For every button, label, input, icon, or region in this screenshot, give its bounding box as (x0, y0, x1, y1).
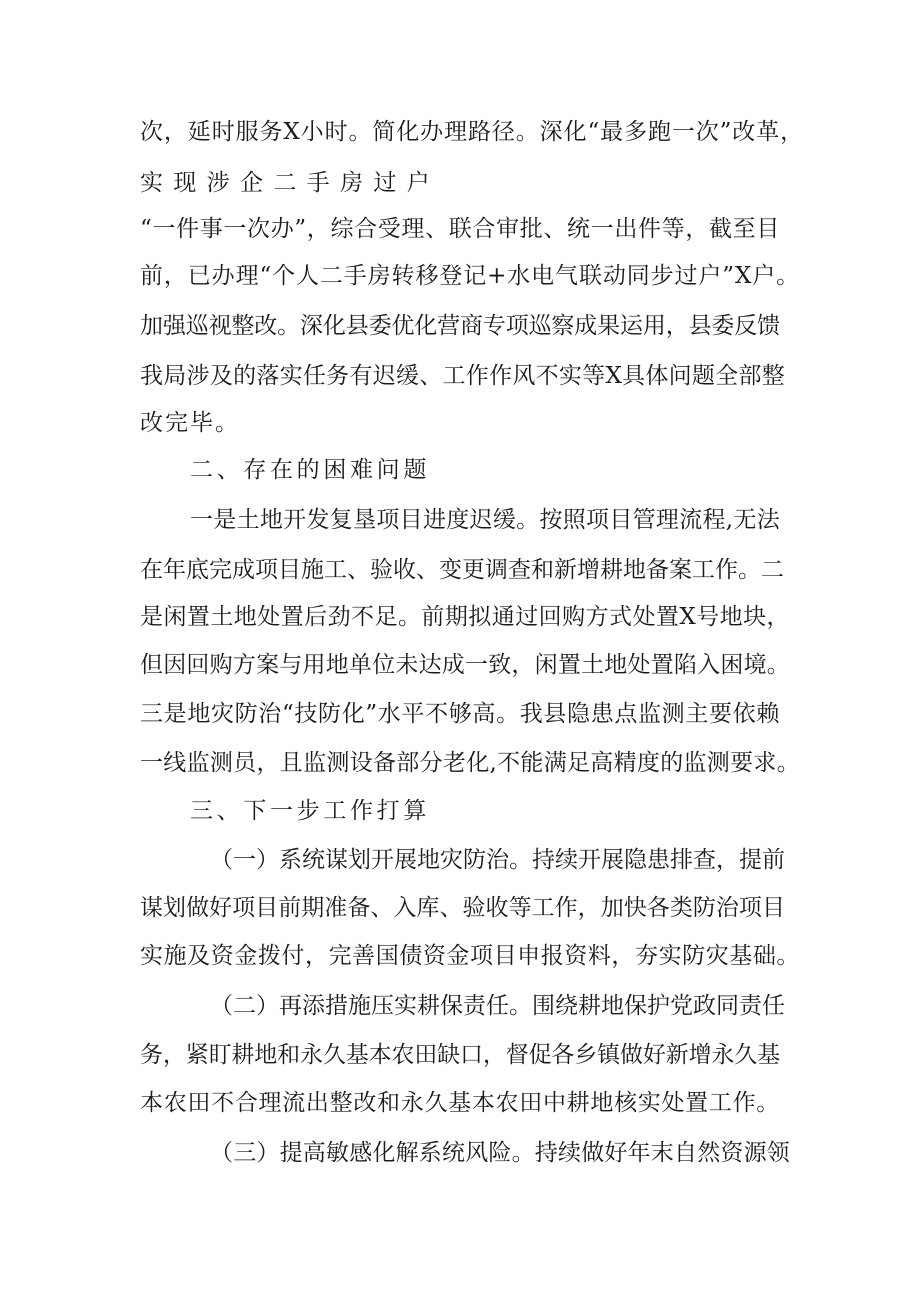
paragraph-line-16: （一）系统谋划开展地灾防治。持续开展隐患排查，提前 (210, 847, 785, 873)
paragraph-line-6: 我局涉及的落实任务有迟缓、工作作风不实等X具体问题全部整 (140, 363, 785, 389)
paragraph-line-7: 改完毕。 (140, 410, 240, 436)
paragraph-line-5: 加强巡视整改。深化县委优化营商专项巡察成果运用，县委反馈 (140, 313, 781, 339)
paragraph-line-20: 务，紧盯耕地和永久基本农田缺口，督促各乡镇做好新增永久基 (140, 1042, 781, 1068)
paragraph-line-22: （三）提高敏感化解系统风险。持续做好年末自然资源领 (210, 1140, 790, 1166)
paragraph-line-12: 但因回购方案与用地单位未达成一致，闲置土地处置陷入困境。 (140, 652, 790, 678)
paragraph-line-14: 一线监测员，且监测设备部分老化,不能满足高精度的监测要求。 (140, 750, 800, 776)
paragraph-line-11: 是闲置土地处置后劲不足。前期拟通过回购方式处置X号地块， (140, 604, 790, 630)
paragraph-line-3: “一件事一次办”，综合受理、联合审批、统一出件等，截至目 (140, 216, 780, 242)
paragraph-line-10: 在年底完成项目施工、验收、变更调查和新增耕地备案工作。二 (140, 557, 784, 583)
section-heading-next-steps: 三、下一步工作打算 (190, 798, 430, 824)
paragraph-line-2: 实现涉企二手房过户 (140, 170, 440, 196)
paragraph-line-4: 前，已办理“个人二手房转移登记+水电气联动同步过户”X户。 (140, 263, 800, 289)
paragraph-line-1: 次，延时服务X小时。简化办理路径。深化“最多跑一次”改革， (140, 119, 804, 145)
paragraph-line-18: 实施及资金拨付，完善国债资金项目申报资料，夯实防灾基础。 (140, 943, 800, 969)
paragraph-line-21: 本农田不合理流出整改和永久基本农田中耕地核实处置工作。 (140, 1090, 780, 1116)
paragraph-line-19: （二）再添措施压实耕保责任。围绕耕地保护党政同责任 (210, 993, 785, 1019)
paragraph-line-17: 谋划做好项目前期准备、入库、验收等工作，加快各类防治项目 (140, 895, 785, 921)
section-heading-difficulties: 二、存在的困难问题 (190, 457, 430, 483)
paragraph-line-13: 三是地灾防治“技防化”水平不够高。我县隐患点监测主要依赖 (140, 701, 780, 727)
paragraph-line-9: 一是土地开发复垦项目进度迟缓。按照项目管理流程,无法 (190, 507, 780, 533)
